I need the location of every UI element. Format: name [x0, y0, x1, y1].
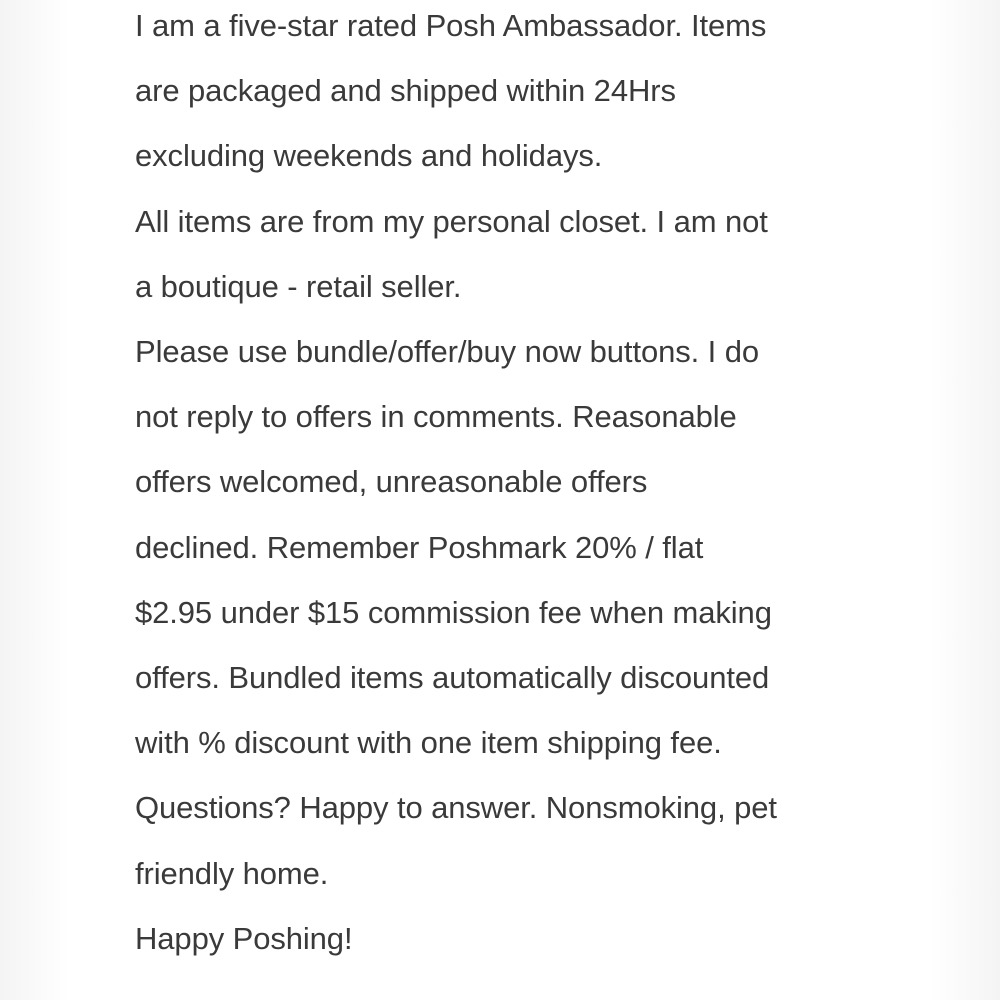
right-edge-shadow [930, 0, 1000, 1000]
description-line: All items are from my personal closet. I am not [135, 203, 768, 239]
description-line: declined. Remember Poshmark 20% / flat [135, 529, 704, 565]
description-line: offers welcomed, unreasonable offers [135, 464, 648, 500]
description-line: offers. Bundled items automatically discounted [135, 660, 770, 696]
description-line: $2.95 under $15 commission fee when making [135, 594, 772, 630]
description-line: Happy Poshing! [135, 920, 353, 956]
description-line: with % discount with one item shipping fee. [135, 725, 722, 761]
description-line: friendly home. [135, 855, 329, 891]
listing-description-text [135, 0, 895, 971]
description-line: I am a five-star rated Posh Ambassador. Items [135, 8, 767, 43]
description-line: not reply to offers in comments. Reasonable [135, 399, 737, 435]
left-edge-shadow [0, 0, 70, 1000]
description-line: excluding weekends and holidays. [135, 138, 603, 174]
description-line: Questions? Happy to answer. Nonsmoking, pet [135, 790, 777, 826]
description-line: a boutique - retail seller. [135, 268, 462, 304]
description-line: are packaged and shipped within 24Hrs [135, 73, 676, 109]
description-line: Please use bundle/offer/buy now buttons. I do [135, 334, 759, 370]
